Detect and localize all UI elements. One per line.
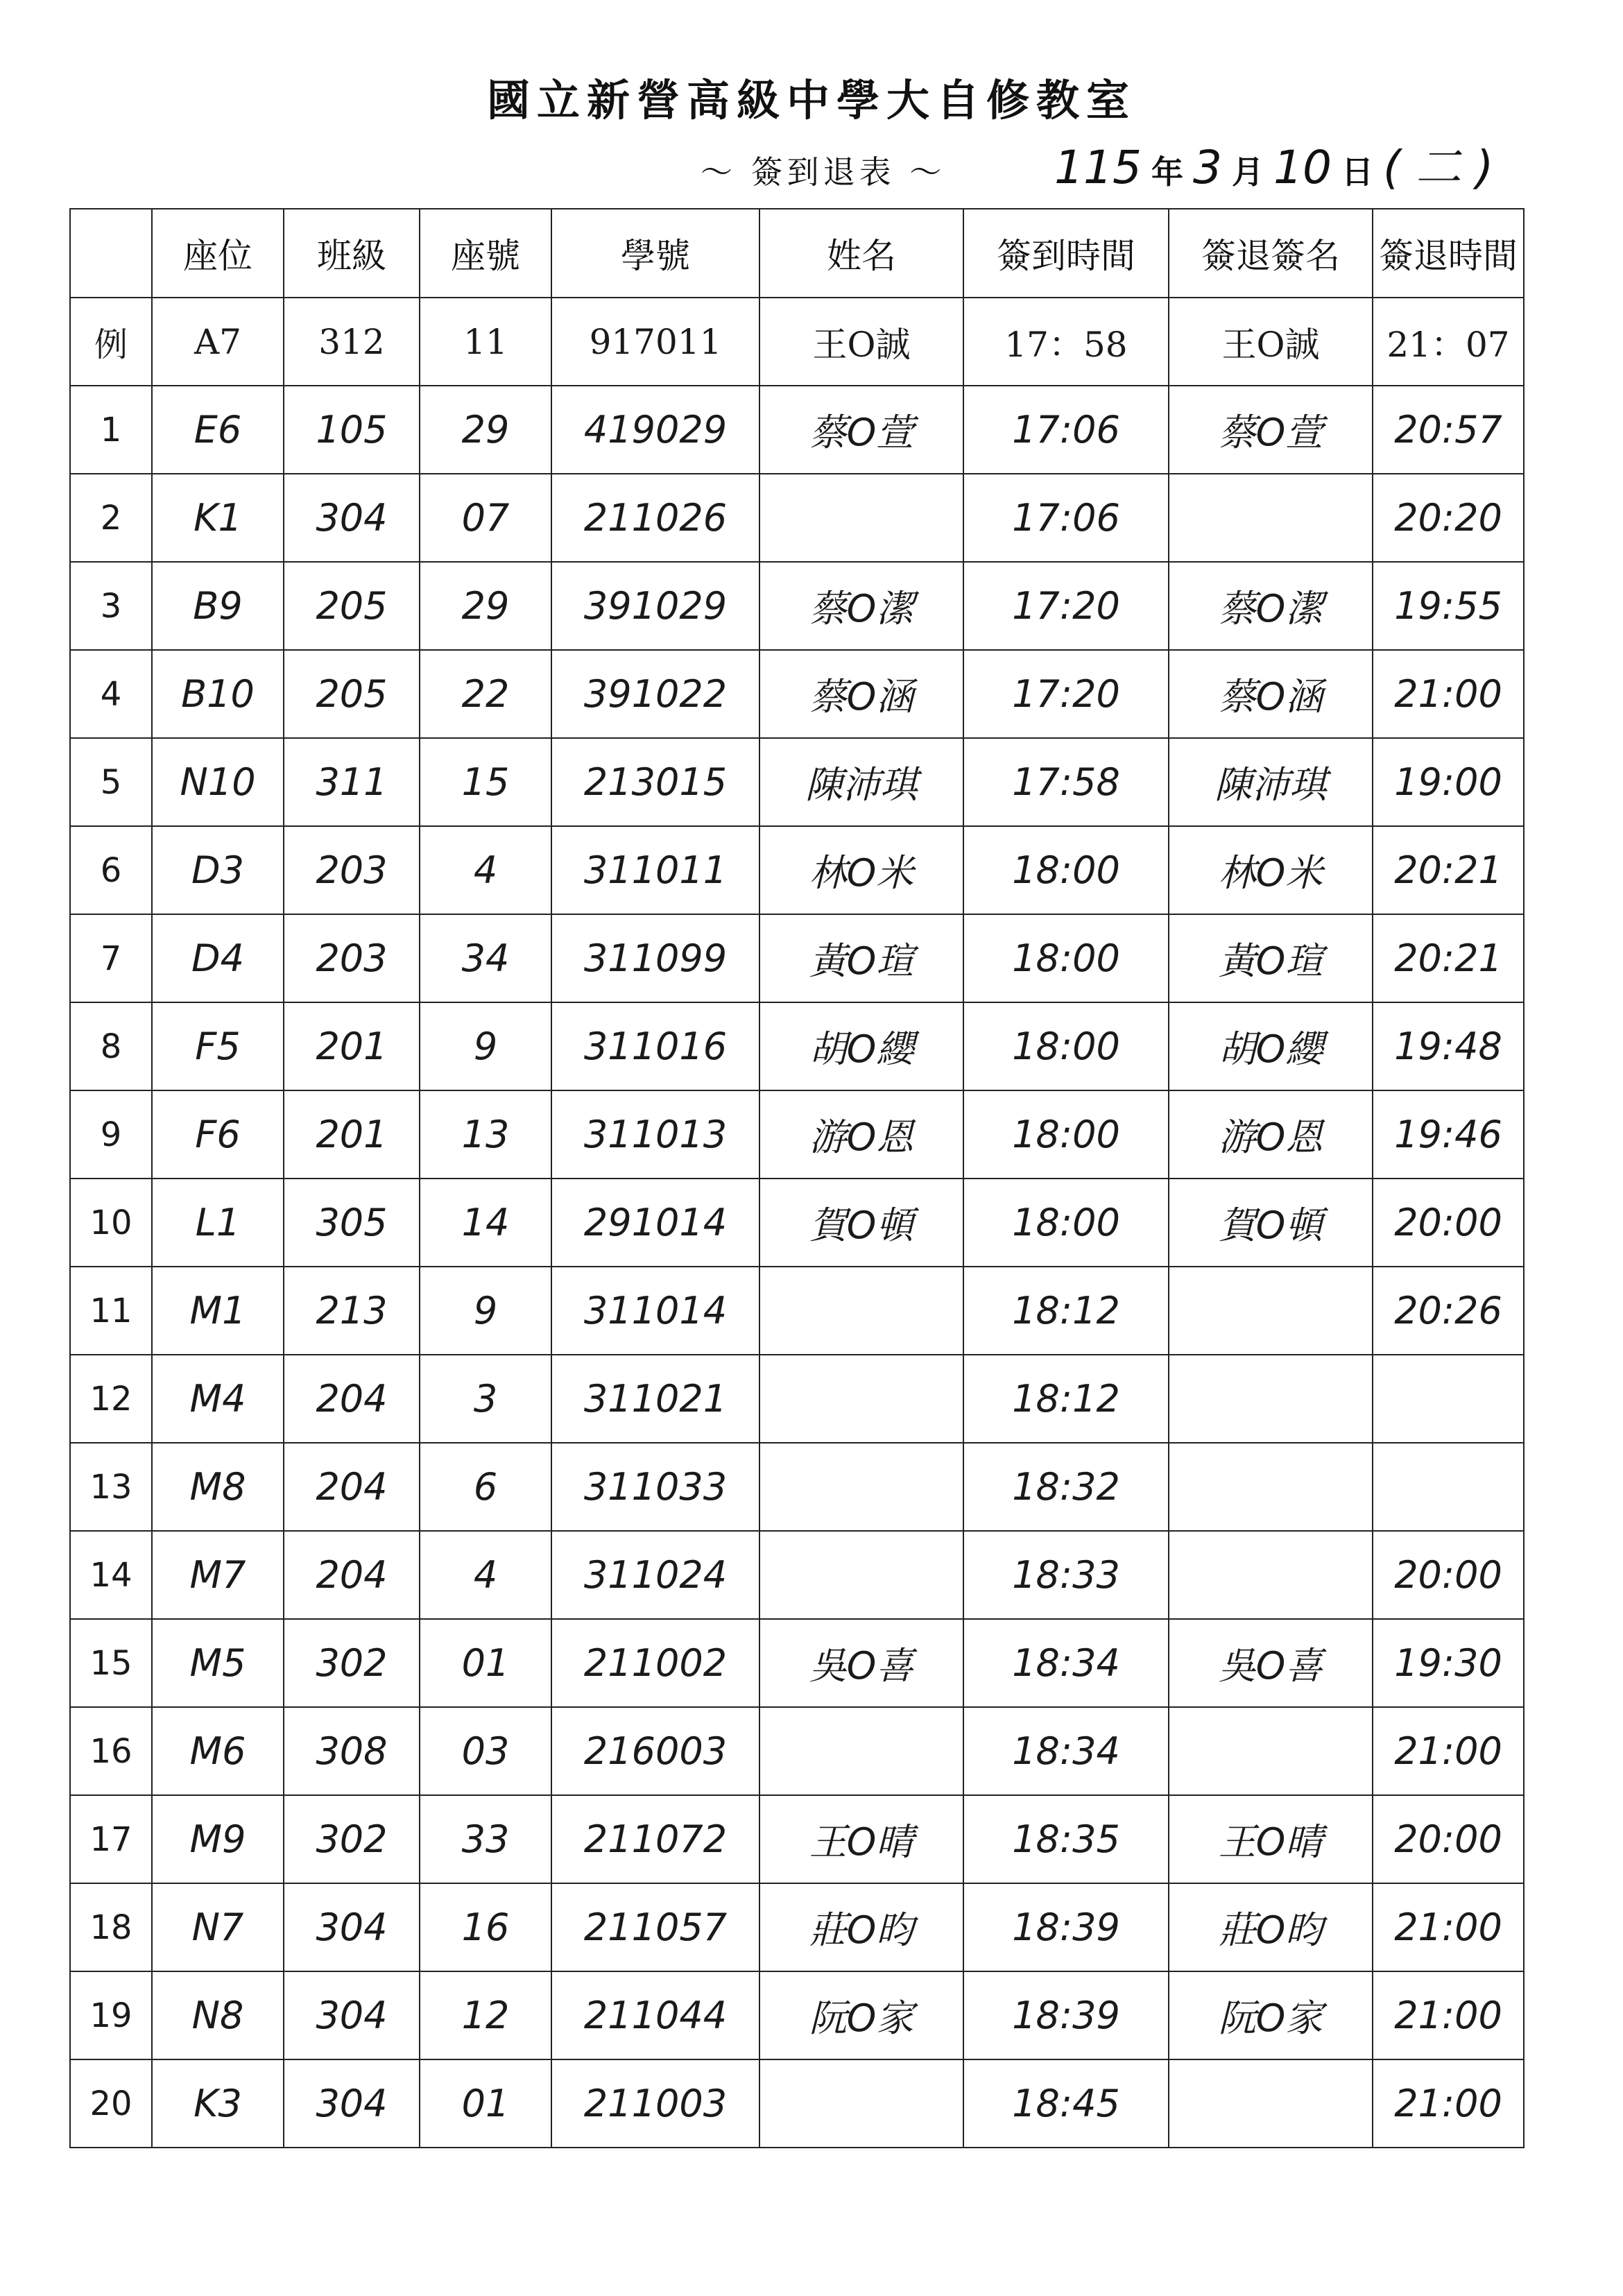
class-cell: 304 <box>284 474 420 562</box>
sign-in-time-cell: 18:45 <box>963 2059 1169 2148</box>
student-id-cell: 211026 <box>551 474 759 562</box>
seat-number-cell: 15 <box>420 738 551 826</box>
name-cell: 陳沛琪 <box>759 738 963 826</box>
date-weekday: ( 二 ) <box>1382 141 1494 194</box>
sign-out-time-cell: 19:55 <box>1373 562 1524 650</box>
example-row <box>70 298 1524 386</box>
seat-number-cell: 29 <box>420 562 551 650</box>
table-row <box>70 1971 1524 2059</box>
sign-in-time-cell: 18:00 <box>963 1179 1169 1267</box>
table-row <box>70 1707 1524 1795</box>
student-id-cell: 419029 <box>551 386 759 474</box>
table-row <box>70 1531 1524 1619</box>
sign-in-time-cell: 18:00 <box>963 1002 1169 1090</box>
name-cell: 黃O瑄 <box>759 914 963 1002</box>
col-header-name: 姓名 <box>759 209 963 298</box>
seat-number-cell: 9 <box>420 1267 551 1355</box>
sign-out-time-cell: 21:00 <box>1373 2059 1524 2148</box>
row-number: 10 <box>70 1179 152 1267</box>
sign-out-signature-cell <box>1169 1355 1373 1443</box>
sign-out-signature-cell: 游O恩 <box>1169 1090 1373 1179</box>
name-cell: 王O晴 <box>759 1795 963 1883</box>
row-number: 6 <box>70 826 152 914</box>
seat-cell: M9 <box>152 1795 284 1883</box>
student-id-cell: 917011 <box>551 298 759 386</box>
name-cell: 阮O家 <box>759 1971 963 2059</box>
page-subtitle: ～ 簽到退表 ～ <box>701 153 946 191</box>
sign-out-time-cell: 19:00 <box>1373 738 1524 826</box>
seat-number-cell: 29 <box>420 386 551 474</box>
sign-in-time-cell: 17:06 <box>963 386 1169 474</box>
class-cell: 205 <box>284 650 420 738</box>
seat-cell: M4 <box>152 1355 284 1443</box>
row-number: 15 <box>70 1619 152 1707</box>
col-header-seat: 座位 <box>152 209 284 298</box>
sign-out-signature-cell: 黃O瑄 <box>1169 914 1373 1002</box>
sign-out-signature-cell <box>1169 1707 1373 1795</box>
seat-number-cell: 11 <box>420 298 551 386</box>
table-row <box>70 1179 1524 1267</box>
seat-cell: N7 <box>152 1883 284 1971</box>
name-cell <box>759 1707 963 1795</box>
seat-number-cell: 22 <box>420 650 551 738</box>
class-cell: 203 <box>284 826 420 914</box>
sign-out-time-cell <box>1373 1355 1524 1443</box>
row-number: 2 <box>70 474 152 562</box>
sign-in-time-cell: 17:58 <box>963 738 1169 826</box>
seat-number-cell: 16 <box>420 1883 551 1971</box>
name-cell <box>759 474 963 562</box>
class-cell: 201 <box>284 1090 420 1179</box>
name-cell <box>759 2059 963 2148</box>
sign-in-time-cell: 17：58 <box>963 298 1169 386</box>
sign-in-time-cell: 18:33 <box>963 1531 1169 1619</box>
seat-cell: E6 <box>152 386 284 474</box>
name-cell <box>759 1355 963 1443</box>
class-cell: 204 <box>284 1355 420 1443</box>
name-cell: 游O恩 <box>759 1090 963 1179</box>
sign-out-signature-cell: 蔡O涵 <box>1169 650 1373 738</box>
col-header-no <box>70 209 152 298</box>
date-year-label: 年 <box>1151 153 1183 191</box>
seat-cell: B9 <box>152 562 284 650</box>
name-cell: 蔡O萱 <box>759 386 963 474</box>
name-cell <box>759 1443 963 1531</box>
seat-cell: A7 <box>152 298 284 386</box>
page-title: 國立新營高級中學大自修教室 <box>486 75 1136 126</box>
sign-out-time-cell: 19:30 <box>1373 1619 1524 1707</box>
sign-out-time-cell: 21:00 <box>1373 1883 1524 1971</box>
table-row <box>70 1883 1524 1971</box>
seat-number-cell: 12 <box>420 1971 551 2059</box>
class-cell: 204 <box>284 1531 420 1619</box>
class-cell: 304 <box>284 2059 420 2148</box>
row-number: 11 <box>70 1267 152 1355</box>
sign-out-time-cell: 20:21 <box>1373 826 1524 914</box>
sign-out-time-cell <box>1373 1443 1524 1531</box>
seat-cell: M1 <box>152 1267 284 1355</box>
table-header-row <box>70 209 1524 298</box>
seat-cell: K3 <box>152 2059 284 2148</box>
name-cell: 王O誠 <box>759 298 963 386</box>
student-id-cell: 391022 <box>551 650 759 738</box>
sign-in-time-cell: 17:06 <box>963 474 1169 562</box>
class-cell: 105 <box>284 386 420 474</box>
sign-out-time-cell: 20:00 <box>1373 1795 1524 1883</box>
row-number: 18 <box>70 1883 152 1971</box>
seat-number-cell: 9 <box>420 1002 551 1090</box>
sign-out-time-cell: 21:00 <box>1373 1707 1524 1795</box>
row-number: 例 <box>70 298 152 386</box>
class-cell: 312 <box>284 298 420 386</box>
date-month-label: 月 <box>1231 153 1264 191</box>
class-cell: 201 <box>284 1002 420 1090</box>
seat-cell: K1 <box>152 474 284 562</box>
table-row <box>70 386 1524 474</box>
sign-out-signature-cell: 陳沛琪 <box>1169 738 1373 826</box>
sign-in-time-cell: 18:35 <box>963 1795 1169 1883</box>
col-header-student-id: 學號 <box>551 209 759 298</box>
sign-out-time-cell: 19:48 <box>1373 1002 1524 1090</box>
col-header-sign-out-time: 簽退時間 <box>1373 209 1524 298</box>
seat-number-cell: 4 <box>420 826 551 914</box>
seat-cell: D3 <box>152 826 284 914</box>
row-number: 19 <box>70 1971 152 2059</box>
table-row <box>70 1267 1524 1355</box>
student-id-cell: 311021 <box>551 1355 759 1443</box>
col-header-sign-in-time: 簽到時間 <box>963 209 1169 298</box>
seat-number-cell: 07 <box>420 474 551 562</box>
date-day-label: 日 <box>1341 153 1373 191</box>
class-cell: 213 <box>284 1267 420 1355</box>
sign-out-signature-cell <box>1169 474 1373 562</box>
class-cell: 205 <box>284 562 420 650</box>
table-row <box>70 738 1524 826</box>
table-row <box>70 2059 1524 2148</box>
sign-out-time-cell: 20:20 <box>1373 474 1524 562</box>
student-id-cell: 213015 <box>551 738 759 826</box>
table-row <box>70 826 1524 914</box>
seat-cell: F6 <box>152 1090 284 1179</box>
sign-out-signature-cell <box>1169 1267 1373 1355</box>
sign-out-signature-cell <box>1169 2059 1373 2148</box>
name-cell: 賀O頓 <box>759 1179 963 1267</box>
row-number: 7 <box>70 914 152 1002</box>
sign-in-time-cell: 18:00 <box>963 1090 1169 1179</box>
table-row <box>70 1443 1524 1531</box>
sign-in-time-cell: 18:32 <box>963 1443 1169 1531</box>
seat-cell: F5 <box>152 1002 284 1090</box>
table-row <box>70 562 1524 650</box>
name-cell: 蔡O潔 <box>759 562 963 650</box>
row-number: 20 <box>70 2059 152 2148</box>
student-id-cell: 211044 <box>551 1971 759 2059</box>
sign-out-time-cell: 21:00 <box>1373 1971 1524 2059</box>
col-header-class: 班級 <box>284 209 420 298</box>
student-id-cell: 391029 <box>551 562 759 650</box>
sign-out-signature-cell: 胡O纓 <box>1169 1002 1373 1090</box>
sign-out-time-cell: 21:00 <box>1373 650 1524 738</box>
sign-in-time-cell: 17:20 <box>963 650 1169 738</box>
sign-out-signature-cell: 王O晴 <box>1169 1795 1373 1883</box>
sign-in-time-cell: 18:12 <box>963 1267 1169 1355</box>
row-number: 1 <box>70 386 152 474</box>
seat-cell: M7 <box>152 1531 284 1619</box>
class-cell: 304 <box>284 1883 420 1971</box>
class-cell: 305 <box>284 1179 420 1267</box>
sign-out-time-cell: 19:46 <box>1373 1090 1524 1179</box>
sign-out-time-cell: 20:26 <box>1373 1267 1524 1355</box>
seat-number-cell: 6 <box>420 1443 551 1531</box>
table-row <box>70 1355 1524 1443</box>
col-header-seat-number: 座號 <box>420 209 551 298</box>
student-id-cell: 311033 <box>551 1443 759 1531</box>
class-cell: 203 <box>284 914 420 1002</box>
name-cell: 林O米 <box>759 826 963 914</box>
student-id-cell: 311014 <box>551 1267 759 1355</box>
sign-out-signature-cell: 蔡O潔 <box>1169 562 1373 650</box>
class-cell: 302 <box>284 1619 420 1707</box>
sign-out-signature-cell <box>1169 1443 1373 1531</box>
seat-cell: M8 <box>152 1443 284 1531</box>
class-cell: 304 <box>284 1971 420 2059</box>
sign-out-time-cell: 20:00 <box>1373 1179 1524 1267</box>
name-cell: 蔡O涵 <box>759 650 963 738</box>
row-number: 8 <box>70 1002 152 1090</box>
row-number: 9 <box>70 1090 152 1179</box>
sign-in-time-cell: 18:34 <box>963 1707 1169 1795</box>
student-id-cell: 216003 <box>551 1707 759 1795</box>
sign-out-signature-cell: 林O米 <box>1169 826 1373 914</box>
sign-in-time-cell: 17:20 <box>963 562 1169 650</box>
seat-number-cell: 34 <box>420 914 551 1002</box>
row-number: 16 <box>70 1707 152 1795</box>
table-row <box>70 474 1524 562</box>
sign-in-time-cell: 18:12 <box>963 1355 1169 1443</box>
sign-in-table <box>69 208 1525 2148</box>
sign-out-time-cell: 20:21 <box>1373 914 1524 1002</box>
class-cell: 302 <box>284 1795 420 1883</box>
seat-number-cell: 13 <box>420 1090 551 1179</box>
row-number: 3 <box>70 562 152 650</box>
class-cell: 311 <box>284 738 420 826</box>
seat-number-cell: 33 <box>420 1795 551 1883</box>
sign-out-signature-cell: 王O誠 <box>1169 298 1373 386</box>
sign-in-time-cell: 18:39 <box>963 1883 1169 1971</box>
seat-cell: N10 <box>152 738 284 826</box>
table-row <box>70 914 1524 1002</box>
table-row <box>70 650 1524 738</box>
sign-out-time-cell: 20:00 <box>1373 1531 1524 1619</box>
sign-out-signature-cell <box>1169 1531 1373 1619</box>
student-id-cell: 311013 <box>551 1090 759 1179</box>
seat-number-cell: 03 <box>420 1707 551 1795</box>
sign-in-time-cell: 18:39 <box>963 1971 1169 2059</box>
table-row <box>70 1795 1524 1883</box>
row-number: 12 <box>70 1355 152 1443</box>
sign-in-time-cell: 18:00 <box>963 826 1169 914</box>
seat-number-cell: 4 <box>420 1531 551 1619</box>
seat-cell: D4 <box>152 914 284 1002</box>
date-line <box>1054 130 1493 196</box>
seat-cell: M5 <box>152 1619 284 1707</box>
table-row <box>70 1619 1524 1707</box>
date-month: 3 <box>1192 141 1222 194</box>
sign-out-signature-cell: 賀O頓 <box>1169 1179 1373 1267</box>
name-cell: 莊O昀 <box>759 1883 963 1971</box>
row-number: 17 <box>70 1795 152 1883</box>
sign-out-time-cell: 21：07 <box>1373 298 1524 386</box>
sign-out-signature-cell: 蔡O萱 <box>1169 386 1373 474</box>
name-cell <box>759 1531 963 1619</box>
sign-out-signature-cell: 莊O昀 <box>1169 1883 1373 1971</box>
seat-cell: M6 <box>152 1707 284 1795</box>
student-id-cell: 311099 <box>551 914 759 1002</box>
seat-cell: B10 <box>152 650 284 738</box>
student-id-cell: 311011 <box>551 826 759 914</box>
student-id-cell: 211002 <box>551 1619 759 1707</box>
sign-out-time-cell: 20:57 <box>1373 386 1524 474</box>
student-id-cell: 311024 <box>551 1531 759 1619</box>
name-cell <box>759 1267 963 1355</box>
sign-out-signature-cell: 阮O家 <box>1169 1971 1373 2059</box>
class-cell: 204 <box>284 1443 420 1531</box>
seat-number-cell: 14 <box>420 1179 551 1267</box>
class-cell: 308 <box>284 1707 420 1795</box>
seat-number-cell: 01 <box>420 1619 551 1707</box>
seat-number-cell: 3 <box>420 1355 551 1443</box>
date-day: 10 <box>1273 141 1332 194</box>
seat-cell: L1 <box>152 1179 284 1267</box>
row-number: 5 <box>70 738 152 826</box>
sign-in-time-cell: 18:00 <box>963 914 1169 1002</box>
sign-out-signature-cell: 吳O喜 <box>1169 1619 1373 1707</box>
student-id-cell: 211003 <box>551 2059 759 2148</box>
row-number: 14 <box>70 1531 152 1619</box>
sign-in-time-cell: 18:34 <box>963 1619 1169 1707</box>
student-id-cell: 311016 <box>551 1002 759 1090</box>
date-year: 115 <box>1054 141 1142 194</box>
student-id-cell: 211072 <box>551 1795 759 1883</box>
seat-cell: N8 <box>152 1971 284 2059</box>
row-number: 13 <box>70 1443 152 1531</box>
name-cell: 胡O纓 <box>759 1002 963 1090</box>
table-row <box>70 1002 1524 1090</box>
student-id-cell: 211057 <box>551 1883 759 1971</box>
name-cell: 吳O喜 <box>759 1619 963 1707</box>
row-number: 4 <box>70 650 152 738</box>
student-id-cell: 291014 <box>551 1179 759 1267</box>
table-row <box>70 1090 1524 1179</box>
col-header-sign-out-signature: 簽退簽名 <box>1169 209 1373 298</box>
seat-number-cell: 01 <box>420 2059 551 2148</box>
